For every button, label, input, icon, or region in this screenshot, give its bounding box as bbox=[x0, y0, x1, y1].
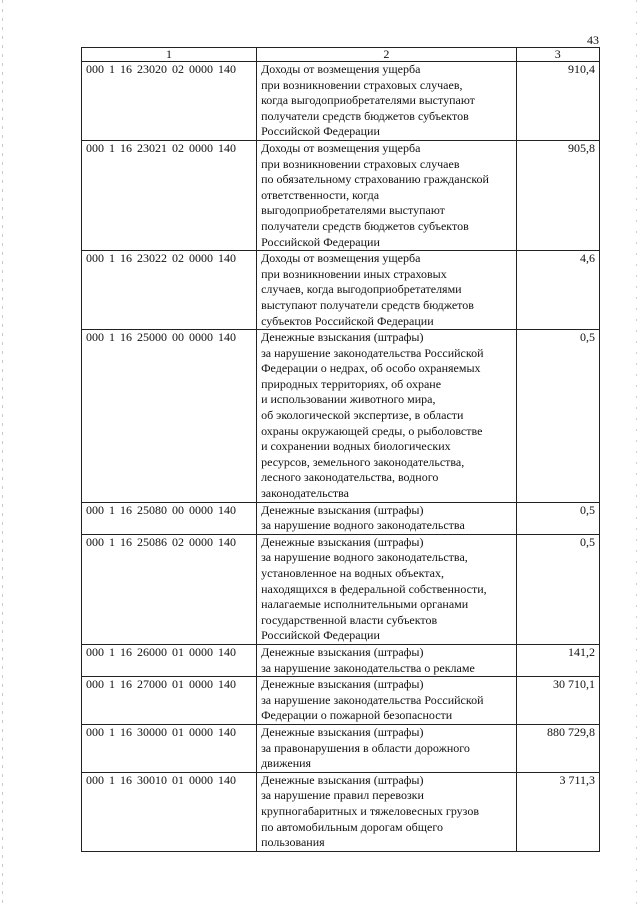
revenue-name-line: Денежные взыскания (штрафы) bbox=[261, 677, 424, 692]
revenue-name-line: за нарушение водного законодательства bbox=[261, 518, 465, 533]
classification-code: 000 1 16 25080 00 0000 140 bbox=[82, 502, 257, 534]
revenue-name-line: законодательства bbox=[261, 486, 349, 501]
revenue-name-line: Федерации о недрах, об особо охраняемых bbox=[261, 361, 481, 376]
revenue-name-line: Российской Федерации bbox=[261, 628, 380, 643]
revenue-name-line: Денежные взыскания (штрафы) bbox=[261, 644, 424, 659]
revenue-name-line: Доходы от возмещения ущерба bbox=[261, 140, 421, 155]
classification-code: 000 1 16 30000 01 0000 140 bbox=[82, 724, 257, 772]
amount-value: 0,5 bbox=[516, 534, 599, 644]
revenue-name-line: за нарушение правил перевозки bbox=[261, 788, 424, 803]
revenue-name-line: при возникновении страховых случаев bbox=[261, 156, 460, 171]
revenue-name-line: природных территориях, об охране bbox=[261, 376, 442, 391]
revenue-name-line: Денежные взыскания (штрафы) bbox=[261, 502, 424, 517]
revenue-name bbox=[257, 677, 517, 725]
revenue-name-line: крупногабаритных и тяжеловесных грузов bbox=[261, 803, 480, 818]
revenue-name-line: за нарушение законодательства Российской bbox=[261, 345, 484, 360]
revenue-name-line: при возникновении страховых случаев, bbox=[261, 77, 463, 92]
revenue-name-line: выступают получатели средств бюджетов bbox=[261, 297, 474, 312]
revenue-name-line: Денежные взыскания (штрафы) bbox=[261, 534, 424, 549]
table-row bbox=[82, 677, 600, 725]
revenue-name-line: и использовании животного мира, bbox=[261, 392, 436, 407]
revenue-name-line: при возникновении иных страховых bbox=[261, 266, 447, 281]
revenue-name-line: охраны окружающей среды, о рыболовстве bbox=[261, 423, 483, 438]
revenue-name-line: получатели средств бюджетов субъектов bbox=[261, 108, 469, 123]
classification-code: 000 1 16 26000 01 0000 140 bbox=[82, 644, 257, 676]
amount-value: 910,4 bbox=[516, 62, 599, 141]
revenue-name-line: ресурсов, земельного законодательства, bbox=[261, 454, 465, 469]
revenue-name-line: государственной власти субъектов bbox=[261, 612, 438, 627]
revenue-name-line: когда выгодоприобретателями выступают bbox=[261, 93, 475, 108]
revenue-name-line: Российской Федерации bbox=[261, 124, 380, 139]
amount-value: 4,6 bbox=[516, 251, 599, 330]
revenue-name bbox=[257, 534, 517, 644]
table-row bbox=[82, 330, 600, 503]
table-body bbox=[82, 62, 600, 852]
amount-value: 880 729,8 bbox=[516, 724, 599, 772]
revenue-name bbox=[257, 251, 517, 330]
revenue-name-line: субъектов Российской Федерации bbox=[261, 313, 434, 328]
revenue-name-line: Федерации о пожарной безопасности bbox=[261, 708, 453, 723]
table-row bbox=[82, 534, 600, 644]
revenue-name bbox=[257, 330, 517, 503]
revenue-name-line: за нарушение законодательства о рекламе bbox=[261, 660, 475, 675]
scan-edge-left bbox=[2, 0, 3, 905]
table-header-row bbox=[82, 48, 600, 62]
revenue-name-line: случаев, когда выгодоприобретателями bbox=[261, 282, 462, 297]
classification-code: 000 1 16 30010 01 0000 140 bbox=[82, 772, 257, 851]
revenue-name-line: пользования bbox=[261, 835, 325, 850]
revenue-name bbox=[257, 772, 517, 851]
revenue-name-line: за нарушение законодательства Российской bbox=[261, 692, 484, 707]
revenue-name-line: Денежные взыскания (штрафы) bbox=[261, 330, 424, 345]
revenue-name bbox=[257, 724, 517, 772]
amount-value: 905,8 bbox=[516, 140, 599, 250]
revenue-name bbox=[257, 140, 517, 250]
amount-value: 30 710,1 bbox=[516, 677, 599, 725]
revenue-name-line: и сохранении водных биологических bbox=[261, 439, 451, 454]
revenue-name bbox=[257, 502, 517, 534]
revenue-name-line: Доходы от возмещения ущерба bbox=[261, 62, 421, 76]
classification-code: 000 1 16 27000 01 0000 140 bbox=[82, 677, 257, 725]
revenue-name-line: Доходы от возмещения ущерба bbox=[261, 251, 421, 266]
column-header-name: 2 bbox=[257, 48, 517, 62]
revenue-name-line: установленное на водных объектах, bbox=[261, 566, 444, 580]
revenue-name-line: за нарушение водного законодательства, bbox=[261, 550, 468, 565]
revenue-name-line: Российской Федерации bbox=[261, 234, 380, 249]
revenue-name-line: ответственности, когда bbox=[261, 187, 380, 202]
page-number: 43 bbox=[587, 33, 599, 47]
classification-code: 000 1 16 23021 02 0000 140 bbox=[82, 140, 257, 250]
table-row bbox=[82, 724, 600, 772]
classification-code: 000 1 16 25086 02 0000 140 bbox=[82, 534, 257, 644]
amount-value: 3 711,3 bbox=[516, 772, 599, 851]
amount-value: 0,5 bbox=[516, 502, 599, 534]
revenue-name-line: по обязательному страхованию гражданской bbox=[261, 172, 489, 187]
revenue-name-line: Денежные взыскания (штрафы) bbox=[261, 724, 424, 739]
table-row bbox=[82, 140, 600, 250]
revenue-name-line: налагаемые исполнительными органами bbox=[261, 597, 469, 612]
revenue-name bbox=[257, 644, 517, 676]
budget-revenue-table bbox=[81, 47, 600, 852]
revenue-name-line: по автомобильным дорогам общего bbox=[261, 819, 443, 834]
revenue-name-line: находящихся в федеральной собственности, bbox=[261, 581, 487, 596]
revenue-name-line: Денежные взыскания (штрафы) bbox=[261, 772, 424, 787]
scan-edge-right bbox=[636, 0, 637, 905]
classification-code: 000 1 16 25000 00 0000 140 bbox=[82, 330, 257, 503]
revenue-name-line: лесного законодательства, водного bbox=[261, 470, 439, 485]
column-header-amount: 3 bbox=[516, 48, 599, 62]
table-row bbox=[82, 502, 600, 534]
classification-code: 000 1 16 23022 02 0000 140 bbox=[82, 251, 257, 330]
classification-code: 000 1 16 23020 02 0000 140 bbox=[82, 62, 257, 141]
amount-value: 141,2 bbox=[516, 644, 599, 676]
revenue-name-line: выгодоприобретателями выступают bbox=[261, 203, 445, 218]
revenue-name-line: об экологической экспертизе, в области bbox=[261, 408, 464, 423]
amount-value: 0,5 bbox=[516, 330, 599, 503]
revenue-name-line: движения bbox=[261, 756, 312, 771]
table-row bbox=[82, 251, 600, 330]
revenue-name bbox=[257, 62, 517, 141]
table-row bbox=[82, 772, 600, 851]
revenue-name-line: за правонарушения в области дорожного bbox=[261, 740, 470, 755]
revenue-name-line: получатели средств бюджетов субъектов bbox=[261, 218, 469, 233]
table-row bbox=[82, 62, 600, 141]
column-header-code: 1 bbox=[82, 48, 257, 62]
table-row bbox=[82, 644, 600, 676]
